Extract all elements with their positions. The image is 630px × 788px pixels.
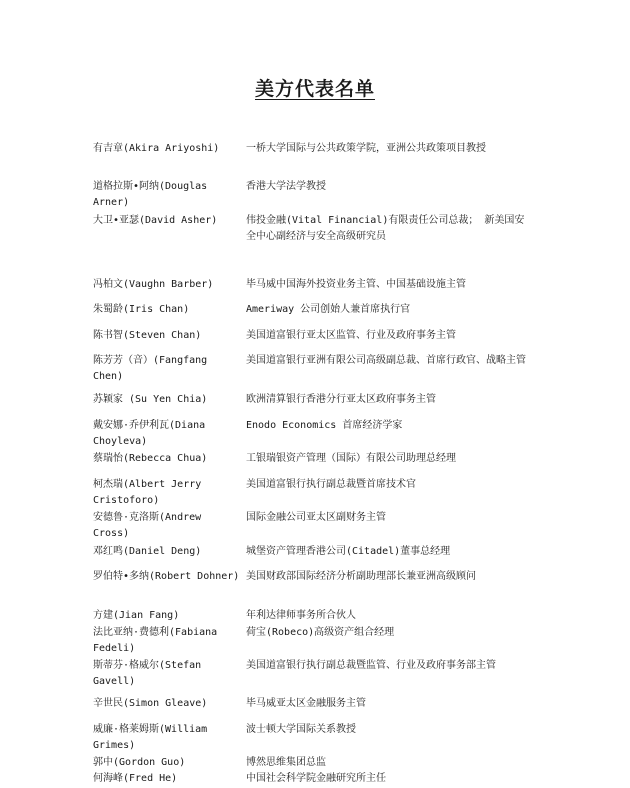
delegate-name: 安德鲁·克洛斯(Andrew Cross) bbox=[93, 512, 208, 539]
delegate-role: 年利达律师事务所合伙人 bbox=[246, 610, 356, 621]
delegate-role: 美国道富银行亚洲有限公司高级副总裁、首席行政官、战略主管 bbox=[246, 355, 526, 366]
delegate-role: 美国道富银行执行副总裁暨首席技术官 bbox=[246, 479, 416, 490]
delegate-name: 苏颖家 (Su Yen Chia) bbox=[93, 394, 208, 405]
delegate-role: 欧洲清算银行香港分行亚太区政府事务主管 bbox=[246, 394, 436, 405]
delegate-role: Enodo Economics 首席经济学家 bbox=[246, 420, 403, 431]
delegate-name: 陈芳芳（音）(Fangfang Chen) bbox=[93, 355, 214, 382]
delegate-role: 工银瑞银资产管理（国际）有限公司助理总经理 bbox=[246, 453, 456, 464]
delegate-role: Ameriway 公司创始人兼首席执行官 bbox=[246, 304, 411, 315]
delegate-name: 郭中(Gordon Guo) bbox=[93, 757, 186, 768]
delegate-name: 冯柏文(Vaughn Barber) bbox=[93, 279, 214, 290]
delegate-name: 何海峰(Fred He) bbox=[93, 773, 178, 784]
delegate-role: 国际金融公司亚太区副财务主管 bbox=[246, 512, 386, 523]
delegate-role: 毕马威中国海外投资业务主管、中国基础设施主管 bbox=[246, 279, 466, 290]
delegate-role: 中国社会科学院金融研究所主任 bbox=[246, 773, 386, 784]
delegate-role: 波士顿大学国际关系教授 bbox=[246, 724, 356, 735]
delegate-name: 陈书智(Steven Chan) bbox=[93, 330, 202, 341]
delegate-name: 道格拉斯•阿纳(Douglas Arner) bbox=[93, 181, 214, 208]
delegate-name: 朱蜀龄(Iris Chan) bbox=[93, 304, 190, 315]
delegate-name: 戴安娜·乔伊利瓦(Diana Choyleva) bbox=[93, 420, 212, 447]
delegate-name: 法比亚纳·费德利(Fabiana Fedeli) bbox=[93, 627, 224, 654]
delegate-role: 伟投金融(Vital Financial)有限责任公司总裁； 新美国安全中心副经济与安全高级研究员 bbox=[246, 215, 525, 242]
delegate-name: 罗伯特•多纳(Robert Dohner) bbox=[93, 571, 240, 582]
delegate-name: 大卫•亚瑟(David Asher) bbox=[93, 215, 218, 226]
delegate-name: 威廉·格莱姆斯(William Grimes) bbox=[93, 724, 214, 751]
delegate-name: 方建(Jian Fang) bbox=[93, 610, 180, 621]
page-title: 美方代表名单 bbox=[254, 78, 375, 100]
delegate-name: 邓红鸣(Daniel Deng) bbox=[93, 546, 202, 557]
delegate-role: 城堡资产管理香港公司(Citadel)董事总经理 bbox=[246, 546, 451, 557]
delegate-role: 毕马威亚太区金融服务主管 bbox=[246, 698, 366, 709]
delegate-role: 一桥大学国际与公共政策学院，亚洲公共政策项目教授 bbox=[246, 143, 486, 154]
delegate-name: 蔡瑞怡(Rebecca Chua) bbox=[93, 453, 208, 464]
delegate-role: 博然思维集团总监 bbox=[246, 757, 326, 768]
delegate-role: 香港大学法学教授 bbox=[246, 181, 326, 192]
delegate-role: 荷宝(Robeco)高级资产组合经理 bbox=[246, 627, 395, 638]
delegate-role: 美国道富银行执行副总裁暨监管、行业及政府事务部主管 bbox=[246, 660, 496, 671]
delegate-name: 斯蒂芬·格威尔(Stefan Gavell) bbox=[93, 660, 208, 687]
delegate-role: 美国财政部国际经济分析副助理部长兼亚洲高级顾问 bbox=[246, 571, 476, 582]
delegate-name: 辛世民(Simon Gleave) bbox=[93, 698, 208, 709]
delegate-name: 柯杰瑞(Albert Jerry Cristoforo) bbox=[93, 479, 208, 506]
delegate-role: 美国道富银行亚太区监管、行业及政府事务主管 bbox=[246, 330, 456, 341]
delegate-name: 有吉章(Akira Ariyoshi) bbox=[93, 143, 220, 154]
